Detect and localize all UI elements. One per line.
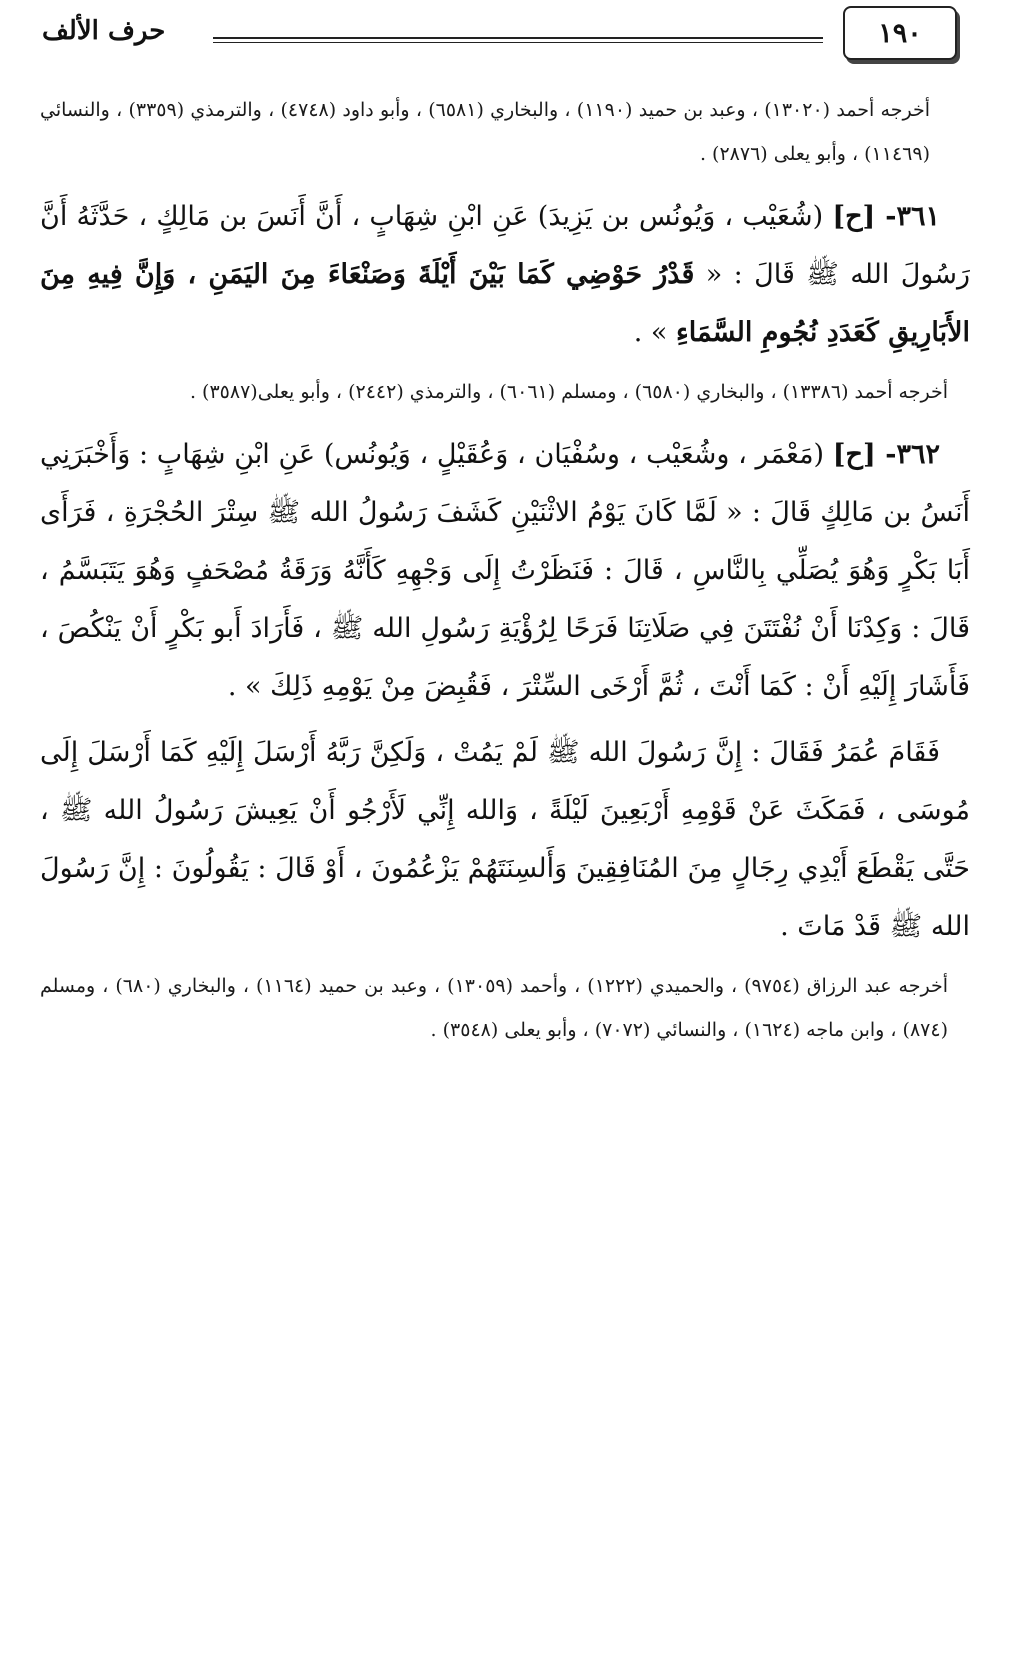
hadith-text: (مَعْمَر ، وشُعَيْب ، وسُفْيَان ، وَعُقَيْلٍ ، وَيُونُس) عَنِ ابْنِ شِهَابٍ : وَأَخْبَرَنِي أَنَسُ بن مَالِكٍ قَالَ : « لَمَّا كَانَ يَوْمُ الاثْنَيْنِ كَشَفَ رَسُولُ الله ﷺ سِتْرَ الحُجْرَةِ ، فَرَأَى أَبَا بَكْرٍ وَهُوَ يُصَلِّي بِالنَّاسِ ، قَالَ : فَنَظَرْتُ إِلَى وَجْهِهِ كَأَنَّهُ وَرَقَةُ مُصْحَفٍ وَهُوَ يَتَبَسَّمُ ، قَالَ : وَكِدْنَا أَنْ نُفْتَتَنَ فِي صَلَاتِنَا فَرَحًا لِرُؤْيَةِ رَسُولِ الله ﷺ ، فَأَرَادَ أَبو بَكْرٍ أَنْ يَنْكُصَ ، فَأَشَارَ إِلَيْهِ أَنْ : كَمَا أَنْتَ ، ثُمَّ أَرْخَى السِّتْرَ ، فَقُبِضَ مِنْ يَوْمِهِ ذَلِكَ » . (40, 439, 970, 702)
hadith-362 (40, 426, 970, 716)
hadith-matn: قَدْرُ حَوْضِي كَمَا بَيْنَ أَيْلَةَ وَصَنْعَاءَ مِنَ اليَمَنِ ، وَإِنَّ فِيهِ مِنَ الأَبَارِيقِ كَعَدَدِ نُجُومِ السَّمَاءِ (40, 259, 970, 348)
footnote-takhrij-362: أخرجه عبد الرزاق (٩٧٥٤) ، والحميدي (١٢٢٢) ، وأحمد (١٣٠٥٩) ، وعبد بن حميد (١١٦٤) ، والبخاري (٦٨٠) ، ومسلم (٨٧٤) ، وابن ماجه (١٦٢٤) ، والنسائي (٧٠٧٢) ، وأبو يعلى (٣٥٤٨) . (40, 975, 948, 1041)
hadith-isnad: (شُعَيْب ، وَيُونُس بن يَزِيدَ) عَنِ ابْنِ شِهَابٍ ، أَنَّ أَنَسَ بن مَالِكٍ ، حَدَّثَهُ أَنَّ رَسُولَ الله ﷺ قَالَ : « (40, 201, 970, 290)
page-header (36, 6, 963, 66)
footnote-takhrij-360: أخرجه أحمد (١٣٠٢٠) ، وعبد بن حميد (١١٩٠) ، والبخاري (٦٥٨١) ، وأبو داود (٤٧٤٨) ، والترمذي (٣٣٥٩) ، والنسائي (١١٤٦٩) ، وأبو يعلى (٢٨٧٦) . (40, 99, 930, 165)
paragraph-umar: فَقَامَ عُمَرُ فَقَالَ : إِنَّ رَسُولَ الله ﷺ لَمْ يَمُتْ ، وَلَكِنَّ رَبَّهُ أَرْسَلَ إِلَيْهِ كَمَا أَرْسَلَ إِلَى مُوسَى ، فَمَكَثَ عَنْ قَوْمِهِ أَرْبَعِينَ لَيْلَةً ، وَالله إِنِّي لَأَرْجُو أَنْ يَعِيشَ رَسُولُ الله ﷺ ، حَتَّى يَقْطَعَ أَيْدِي رِجَالٍ مِنَ المُنَافِقِينَ وَأَلسِنَتَهُمْ يَزْعُمُونَ ، أَوْ قَالَ : يَقُولُونَ : إِنَّ رَسُولَ الله ﷺ قَدْ مَاتَ . (40, 737, 970, 942)
hadith-number: ٣٦١- [ح] (832, 201, 940, 232)
header-rule (213, 37, 823, 43)
footnote-takhrij-361: أخرجه أحمد (١٣٣٨٦) ، والبخاري (٦٥٨٠) ، ومسلم (٦٠٦١) ، والترمذي (٢٤٤٢) ، وأبو يعلى(٣٥٨٧) . (189, 381, 948, 403)
page-number: ١٩٠ (843, 6, 957, 60)
hadith-361 (40, 188, 970, 362)
hadith-number: ٣٦٢- [ح] (832, 439, 940, 470)
chapter-title: حرف الألف (42, 16, 166, 46)
page-body (40, 88, 970, 1064)
hadith-end: » . (633, 317, 677, 348)
